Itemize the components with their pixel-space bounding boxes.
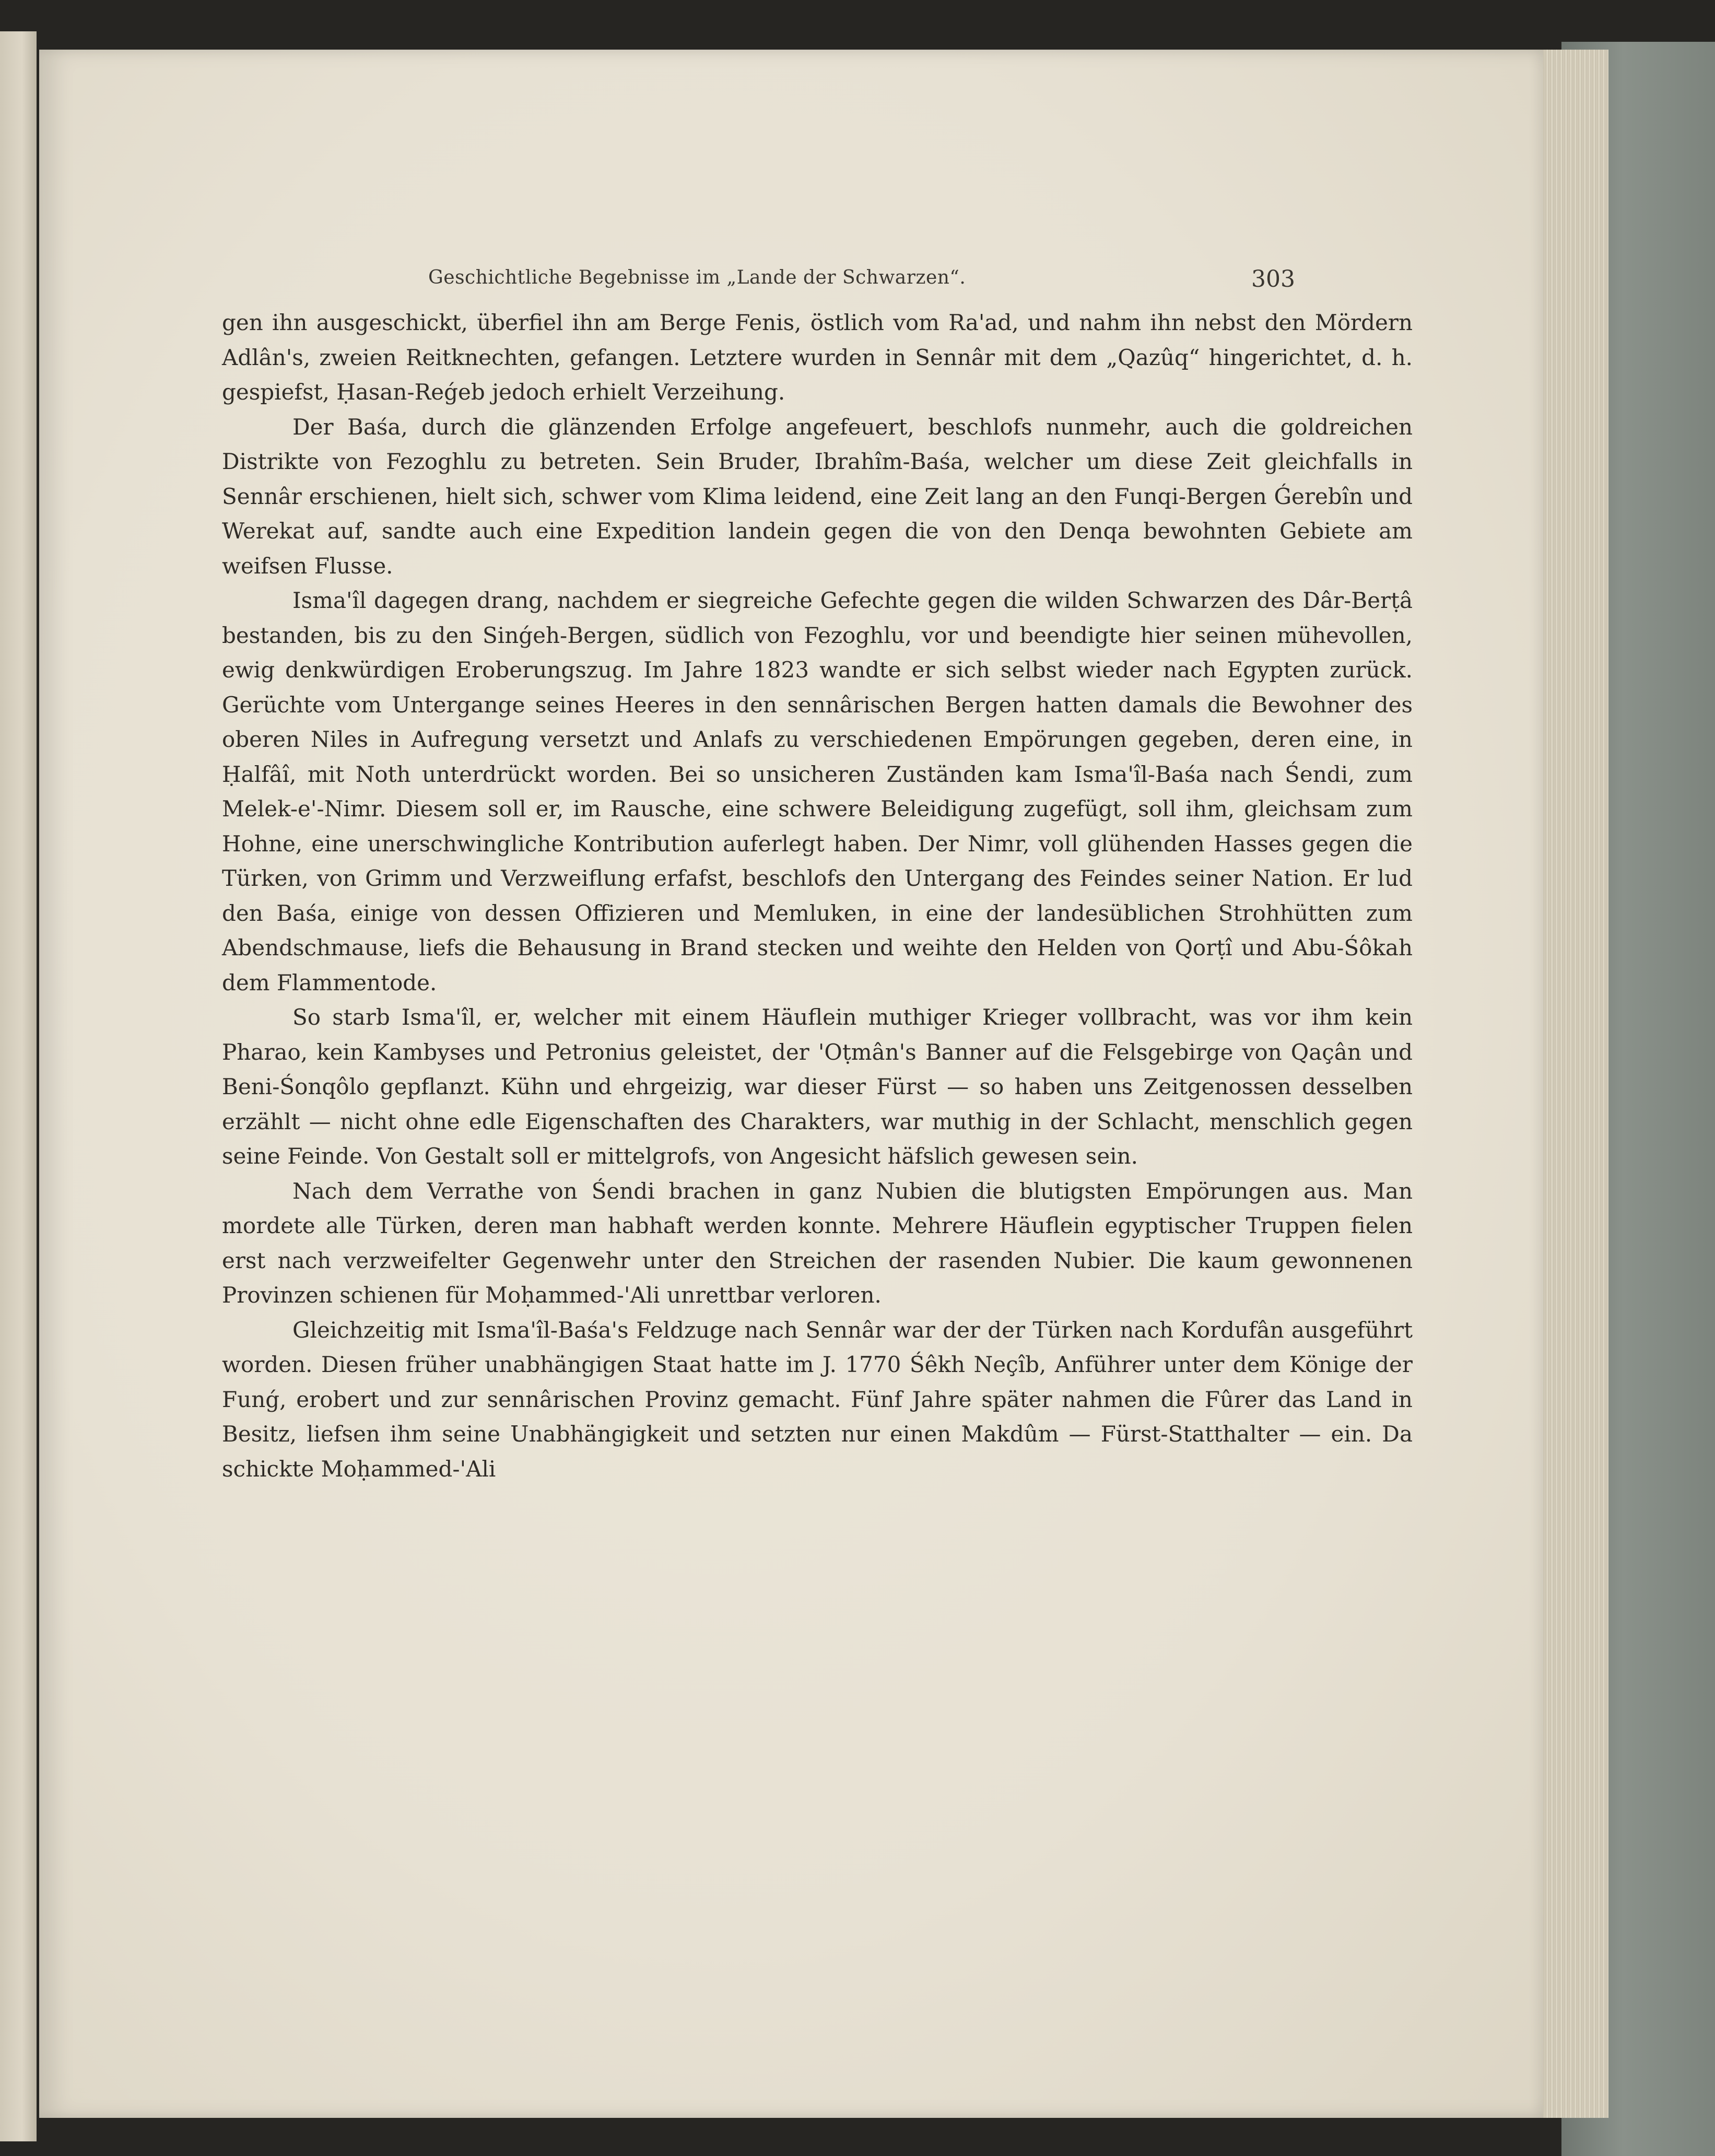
running-head: Geschichtliche Begebnisse im „Lande der Schwarzen“. (428, 267, 966, 288)
facing-page-edge (0, 31, 37, 2141)
paragraph-5: Nach dem Verrathe von Śendi brachen in ganz Nubien die blutigsten Empörungen aus. Man mordete alle Türken, deren man habhaft werden konnte. Mehrere Häuflein egyptischer Truppen fielen erst nach verzweifelter Gegenwehr unter den Streichen der rasenden Nubier. Die kaum gewonnenen Provinzen schienen für Moḥammed-'Ali unrettbar verloren. (222, 1178, 1413, 1308)
page-number: 303 (1251, 266, 1295, 292)
paragraph-3: Isma'îl dagegen drang, nachdem er siegreiche Gefechte gegen die wilden Schwarzen des Dâr-Berṭâ bestanden, bis zu den Sinǵeh-Bergen, südlich von Fezoghlu, vor und beendigte hier seinen mühevollen, ewig denkwürdigen Eroberungszug. Im Jahre 1823 wandte er sich selbst wieder nach Egypten zurück. Gerüchte vom Untergange seines Heeres in den sennârischen Bergen hatten damals die Bewohner des oberen Niles in Aufregung versetzt und Anlafs zu verschiedenen Empörungen gegeben, deren eine, in Ḥalfâî, mit Noth unterdrückt worden. Bei so unsicheren Zuständen kam Isma'îl-Baśa nach Śendi, zum Melek-e'-Nimr. Diesem soll er, im Rausche, eine schwere Beleidigung zugefügt, soll ihm, gleichsam zum Hohne, eine unerschwingliche Kontribution auferlegt haben. Der Nimr, voll glühenden Hasses gegen die Türken, von Grimm und Verzweiflung erfafst, beschlofs den Untergang des Feindes seiner Nation. Er lud den Baśa, einige von dessen Offizieren und Memluken, in eine der landesüblichen Strohhütten zum Abendschmause, liefs die Behausung in Brand stecken und weihte den Helden von Qorṭî und Abu-Śôkah dem Flammentode. (222, 588, 1413, 995)
paragraph-1: gen ihn ausgeschickt, überfiel ihn am Berge Fenis, östlich vom Ra'ad, und nahm ihn nebst den Mördern Adlân's, zweien Reitknechten, gefangen. Letztere wurden in Sennâr mit dem „Qazûq“ hingerichtet, d. h. gespiefst, Ḥasan-Reǵeb jedoch erhielt Verzeihung. (222, 310, 1413, 405)
page-header (209, 264, 1295, 295)
paragraph-4: So starb Isma'îl, er, welcher mit einem Häuflein muthiger Krieger vollbracht, was vor ihm kein Pharao, kein Kambyses und Petronius geleistet, der 'Oṭmân's Banner auf die Felsgebirge von Qaçân und Beni-Śonqôlo gepflanzt. Kühn und ehrgeizig, war dieser Fürst — so haben uns Zeitgenossen desselben erzählt — nicht ohne edle Eigenschaften des Charakters, war muthig in der Schlacht, menschlich gegen seine Feinde. Von Gestalt soll er mittelgrofs, von Angesicht häfslich gewesen sein. (222, 1004, 1413, 1169)
paragraph-6: Gleichzeitig mit Isma'îl-Baśa's Feldzuge nach Sennâr war der der Türken nach Kordufân ausgeführt worden. Diesen früher unabhängigen Staat hatte im J. 1770 Śêkh Neçîb, Anführer unter dem Könige der Funǵ, erobert und zur sennârischen Provinz gemacht. Fünf Jahre später nahmen die Fûrer das Land in Besitz, liefsen ihm seine Unabhängigkeit und setzten nur einen Makdûm — Fürst-Statthalter — ein. Da schickte Moḥammed-'Ali (222, 1317, 1413, 1482)
body-text (222, 306, 1413, 1486)
paragraph-2: Der Baśa, durch die glänzenden Erfolge angefeuert, beschlofs nunmehr, auch die goldreichen Distrikte von Fezoghlu zu betreten. Sein Bruder, Ibrahîm-Baśa, welcher um diese Zeit gleichfalls in Sennâr erschienen, hielt sich, schwer vom Klima leidend, eine Zeit lang an den Funqi-Bergen Ǵerebîn und Werekat auf, sandte auch eine Expedition landein gegen die von den Denqa bewohnten Gebiete am weifsen Flusse. (222, 414, 1413, 579)
